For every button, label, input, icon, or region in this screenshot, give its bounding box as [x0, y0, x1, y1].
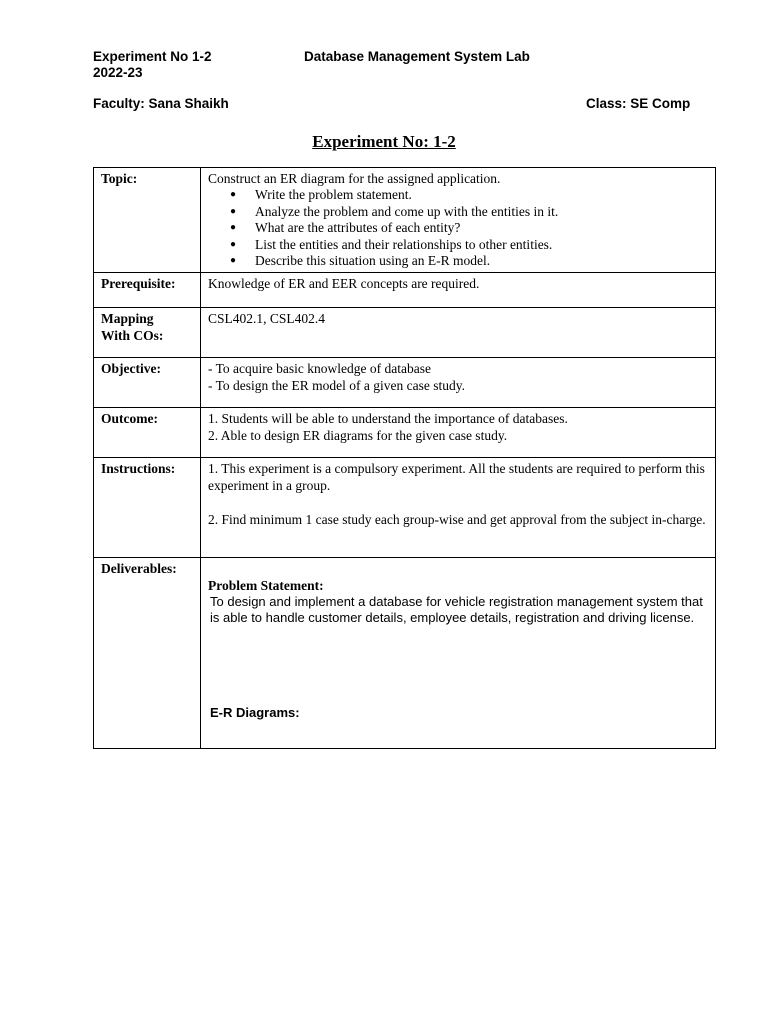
prerequisite-text: Knowledge of ER and EER concepts are required.: [201, 272, 716, 307]
topic-bullet: ● Analyze the problem and come up with the entities in it.: [230, 204, 708, 221]
problem-statement-heading: Problem Statement:: [208, 577, 324, 593]
deliverables-label: Deliverables:: [94, 557, 201, 748]
objective-row: [94, 357, 716, 407]
lab-name: Database Management System Lab: [304, 49, 530, 64]
instructions-paragraph: 2. Find minimum 1 case study each group-wise and get approval from the subject in-charge.: [208, 511, 706, 527]
objective-label: Objective:: [94, 357, 201, 407]
mapping-label-line2: With COs:: [101, 327, 164, 343]
outcome-row: [94, 407, 716, 457]
prerequisite-row: [94, 272, 716, 307]
objective-line: - To acquire basic knowledge of database: [208, 360, 431, 376]
objective-line: - To design the ER model of a given case study.: [208, 377, 466, 393]
experiment-table: [93, 167, 716, 749]
instructions-content: [201, 457, 716, 557]
experiment-number: Experiment No 1-2: [93, 49, 212, 64]
deliverables-row: [94, 557, 716, 748]
topic-bullet: ● What are the attributes of each entity?: [230, 220, 708, 237]
academic-year: 2022-23: [93, 65, 143, 80]
class-name: Class: SE Comp: [586, 96, 691, 111]
outcome-line: 1. Students will be able to understand the importance of databases.: [208, 410, 568, 426]
topic-bullet: ● Write the problem statement.: [230, 187, 708, 204]
er-diagrams-heading: E-R Diagrams:: [210, 704, 300, 720]
outcome-label: Outcome:: [94, 407, 201, 457]
page-title: Experiment No: 1-2: [312, 132, 456, 151]
problem-statement-text: To design and implement a database for vehicle registration management system that is able to handle customer details, employee details, registration and driving license.: [210, 593, 703, 625]
mapping-row: [94, 307, 716, 357]
instructions-paragraph: 1. This experiment is a compulsory experiment. All the students are required to perform this experiment in a group.: [208, 460, 705, 493]
topic-intro: Construct an ER diagram for the assigned application.: [208, 171, 501, 186]
instructions-label: Instructions:: [94, 457, 201, 557]
topic-row: [94, 168, 716, 273]
topic-content: [201, 168, 716, 273]
mapping-label-line1: Mapping: [101, 310, 154, 326]
outcome-content: [201, 407, 716, 457]
mapping-text: CSL402.1, CSL402.4: [201, 307, 716, 357]
topic-label: Topic:: [94, 168, 201, 273]
mapping-label: [94, 307, 201, 357]
prerequisite-label: Prerequisite:: [94, 272, 201, 307]
topic-bullet: ● Describe this situation using an E-R model.: [230, 253, 708, 270]
outcome-line: 2. Able to design ER diagrams for the given case study.: [208, 427, 508, 443]
topic-bullet-list: [208, 187, 708, 270]
deliverables-content: [201, 557, 716, 748]
instructions-row: [94, 457, 716, 557]
faculty-name: Faculty: Sana Shaikh: [93, 96, 229, 111]
objective-content: [201, 357, 716, 407]
topic-bullet: ● List the entities and their relationships to other entities.: [230, 237, 708, 254]
